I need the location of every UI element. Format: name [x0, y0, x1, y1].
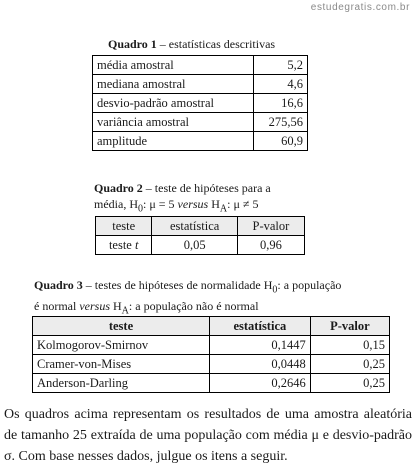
column-header: estatística — [210, 317, 311, 336]
subscript: A — [121, 305, 129, 317]
table-row — [33, 374, 390, 393]
table-row — [93, 75, 308, 94]
table-cell: amplitude — [93, 132, 254, 151]
table-cell — [96, 236, 152, 255]
test-variable: t — [135, 237, 139, 252]
caption-text: : a população não é normal — [128, 299, 259, 314]
table-cell: 16,6 — [254, 94, 308, 113]
table-row — [33, 336, 390, 355]
subscript: A — [219, 203, 228, 215]
table-cell: desvio-padrão amostral — [93, 94, 254, 113]
column-header: teste — [33, 317, 210, 336]
quadro3-label: Quadro 3 — [34, 278, 83, 292]
column-header: estatística — [152, 217, 237, 236]
table-cell: Anderson-Darling — [33, 374, 210, 393]
caption-text: : a população — [277, 278, 342, 292]
quadro2-label: Quadro 2 — [94, 181, 143, 195]
table-cell: 0,15 — [310, 336, 389, 355]
column-header: teste — [96, 217, 152, 236]
quadro1-caption — [108, 36, 275, 52]
table-cell: 0,25 — [310, 374, 389, 393]
column-header: P-valor — [237, 217, 304, 236]
table-cell: 275,56 — [254, 113, 308, 132]
quadro1-caption-text: – estatísticas descritivas — [156, 37, 276, 51]
table-row — [93, 56, 308, 75]
table-header-row — [96, 217, 305, 236]
versus-text: versus — [79, 299, 110, 314]
quadro1-table — [92, 55, 308, 151]
table-cell: Kolmogorov-Smirnov — [33, 336, 210, 355]
subscript: 0 — [138, 203, 143, 215]
caption-text: – testes de hipóteses de normalidade H — [82, 278, 273, 292]
test-name: teste — [108, 237, 135, 252]
table-header-row — [33, 317, 390, 336]
table-cell: 0,2646 — [210, 374, 311, 393]
table-cell: média amostral — [93, 56, 254, 75]
caption-text: – teste de hipóteses para a — [142, 181, 271, 195]
table-cell: 0,1447 — [210, 336, 311, 355]
column-header: P-valor — [310, 317, 389, 336]
caption-text: : μ ≠ 5 — [227, 197, 259, 211]
table-cell: Cramer-von-Mises — [33, 355, 210, 374]
table-cell: mediana amostral — [93, 75, 254, 94]
site-watermark: estudegratis.com.br — [310, 2, 410, 13]
quadro3-caption — [34, 277, 414, 320]
question-paragraph: Os quadros acima representam os resultados de uma amostra aleatória de tamanho 25 extraída de uma população com média μ e desvio-padrão σ. Com base nesses dados, julgue os itens a seguir. — [4, 407, 412, 464]
table-row — [93, 113, 308, 132]
table-cell: 0,05 — [152, 236, 237, 255]
table-cell: 60,9 — [254, 132, 308, 151]
quadro2-caption — [94, 180, 271, 217]
table-cell: variância amostral — [93, 113, 254, 132]
quadro1-label: Quadro 1 — [108, 37, 157, 51]
caption-text: : μ = 5 — [143, 197, 178, 211]
table-row — [93, 94, 308, 113]
table-cell: 0,0448 — [210, 355, 311, 374]
table-cell: 0,25 — [310, 355, 389, 374]
quadro2-table — [95, 216, 305, 255]
caption-text: média, H — [94, 197, 138, 211]
subscript: 0 — [272, 284, 278, 296]
table-cell: 5,2 — [254, 56, 308, 75]
versus-text: versus — [177, 197, 209, 211]
table-cell: 4,6 — [254, 75, 308, 94]
quadro3-table — [32, 316, 390, 393]
table-row — [93, 132, 308, 151]
caption-text: é normal — [34, 299, 80, 314]
caption-text: H — [208, 197, 220, 211]
table-row — [33, 355, 390, 374]
table-cell: 0,96 — [237, 236, 304, 255]
caption-text: H — [110, 299, 122, 314]
table-row — [96, 236, 305, 255]
